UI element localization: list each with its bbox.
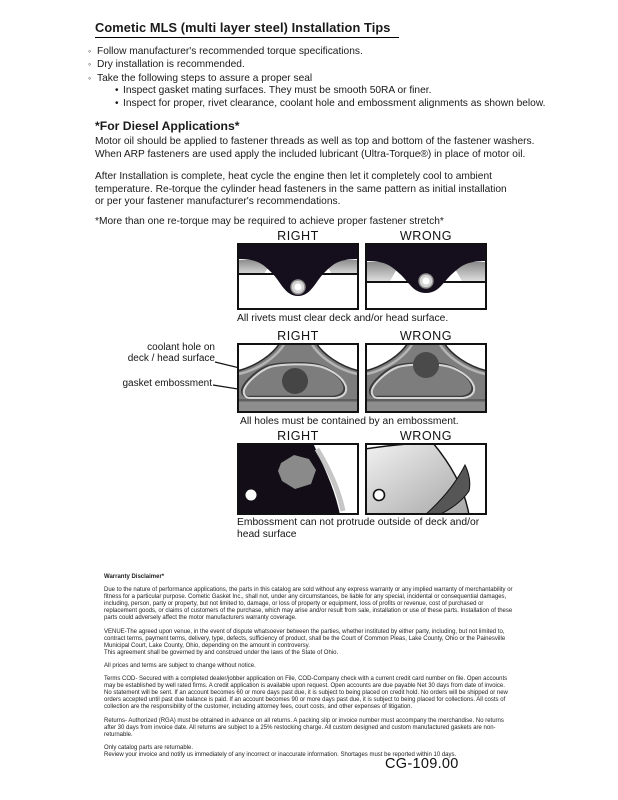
installation-tips-list [88, 45, 545, 110]
list-item [88, 85, 545, 97]
tip-text: Follow manufacturer's recommended torque specifications. [97, 46, 363, 57]
disclaimer-heading: Warranty Disclaimer* [104, 574, 165, 580]
diagram3-wrong-label: WRONG [399, 429, 453, 443]
disclaimer-paragraph: This agreement shall be governed by and construed under the laws of the State of Ohio. [104, 649, 339, 656]
diagram1-right-label: RIGHT [277, 229, 319, 243]
diagram2-wrong-label: WRONG [399, 329, 453, 343]
tip-text: Dry installation is recommended. [97, 59, 245, 71]
text-line: After Installation is complete, heat cycle the engine then let it completely cool to ambient [95, 171, 492, 182]
disclaimer-paragraph: Only catalog parts are returnable. [104, 744, 194, 751]
retorque-note: *More than one re-torque may be required to achieve proper fastener stretch* [95, 216, 444, 227]
text-line: Motor oil should be applied to fastener threads as well as top and bottom of the fastener washers. [95, 136, 535, 147]
diesel-paragraph-1 [95, 136, 534, 161]
label-line: coolant hole on [147, 342, 215, 353]
gasket-embossment-label: gasket embossment [122, 378, 212, 389]
diagram3-wrong-image [365, 443, 487, 515]
disclaimer-paragraph: VENUE-The agreed upon venue, in the event of dispute whatsoever between the parties, whether instituted by either party, including, but not limited to, contract terms, payment terms, delivery, type, defects, sufficiency of product, shall be the Court of Common Pleas, Lake County, Ohio or the Painesville Municipal Court, Lake County, Ohio, depending on the amount in controversy. [104, 628, 506, 649]
disclaimer-paragraph: Due to the nature of performance applications, the parts in this catalog are sold without any express warranty or any implied warranty of merchantability or fitness for a particular purpose. Cometic Gasket Inc., shall not, under any circumstances, be liable for any special, incidental or consequential damages, including, person, party or property, but not limited to, damage, or loss of property or equipment, loss of profits or revenue, cost of purchased or replacement goods, or claims of customers of the purchase, which may arise and/or result from sale, installation or use of these parts. Installation of these parts could adversely affect the motor manufacturers warranty coverage. [104, 587, 513, 622]
text-line: When ARP fasteners are used apply the included lubricant (Ultra-Torque®) in place of motor oil. [95, 148, 526, 160]
list-item [88, 45, 545, 58]
bullet-icon: ◦ [88, 59, 92, 70]
page-title: Cometic MLS (multi layer steel) Installation Tips [95, 20, 399, 38]
page-code: CG-109.00 [385, 756, 459, 772]
bullet-icon: • [115, 85, 119, 97]
list-item [88, 58, 545, 71]
diagram2-caption: All holes must be contained by an embossment. [240, 416, 459, 427]
diagram2-right-image [237, 343, 359, 413]
disclaimer-paragraph: Terms COD- Secured with a completed dealer/jobber application on File, COD-Company check with a current credit card number on file. Open accounts may be established by well rated firms. A credit application is available upon request. Open accounts are due payable Net 30 days from date of invoice. No statement will be sent. If an account becomes 60 or more days past due, it is subject to being placed on credit hold. No orders will be shipped or new orders accepted until past due balance is paid. If an account becomes 90 or more days past due, it is subject to being placed for collections. All costs of collection are the responsibility of the customer, including attorney fees, court costs, and other expenses of litigation. [104, 676, 508, 711]
tip-text: Inspect gasket mating surfaces. They must be smooth 50RA or finer. [123, 85, 432, 97]
list-item [88, 72, 545, 85]
diagram2-wrong-image [365, 343, 487, 413]
diagram3-caption: Embossment can not protrude outside of deck and/or head surface [237, 517, 480, 540]
text-line: or per your fastener manufacturer's recommendations. [95, 196, 341, 208]
disclaimer-paragraph: Review your invoice and notify us immediately of any incorrect or inaccurate information. Shortages must be reported within 10 days. [104, 751, 457, 758]
list-item [88, 98, 545, 110]
diesel-heading: *For Diesel Applications* [95, 119, 240, 133]
diagram1-wrong-label: WRONG [399, 229, 453, 243]
disclaimer-paragraph: All prices and terms are subject to change without notice. [104, 662, 256, 669]
tip-text: Take the following steps to assure a proper seal [97, 72, 313, 84]
diagram2-right-label: RIGHT [277, 329, 319, 343]
text-line: temperature. Re-torque the cylinder head fasteners in the same pattern as initial installation [95, 183, 507, 195]
diesel-paragraph-2 [95, 171, 507, 209]
disclaimer-paragraph: Returns- Authorized (RGA) must be obtained in advance on all returns. A packing slip or invoice number must accompany the merchandise. No returns after 30 days from invoice date. All returns are subject to a 25% restocking charge. All custom designed and custom manufactured gaskets are non-returnable. [104, 717, 504, 738]
diagram1-right-image [237, 243, 359, 310]
bullet-icon: ◦ [88, 72, 92, 83]
coolant-hole-label [105, 342, 215, 364]
diagram3-right-image [237, 443, 359, 515]
diagram3-right-label: RIGHT [277, 429, 319, 443]
label-line: deck / head surface [127, 353, 215, 364]
tip-text: Inspect for proper, rivet clearance, coolant hole and embossment alignments as shown below. [123, 97, 546, 109]
bullet-icon: ◦ [88, 46, 92, 56]
bullet-icon: • [115, 97, 119, 109]
diagram1-caption: All rivets must clear deck and/or head surface. [237, 313, 449, 324]
diagram1-wrong-image [365, 243, 487, 310]
warranty-disclaimer [104, 574, 513, 759]
